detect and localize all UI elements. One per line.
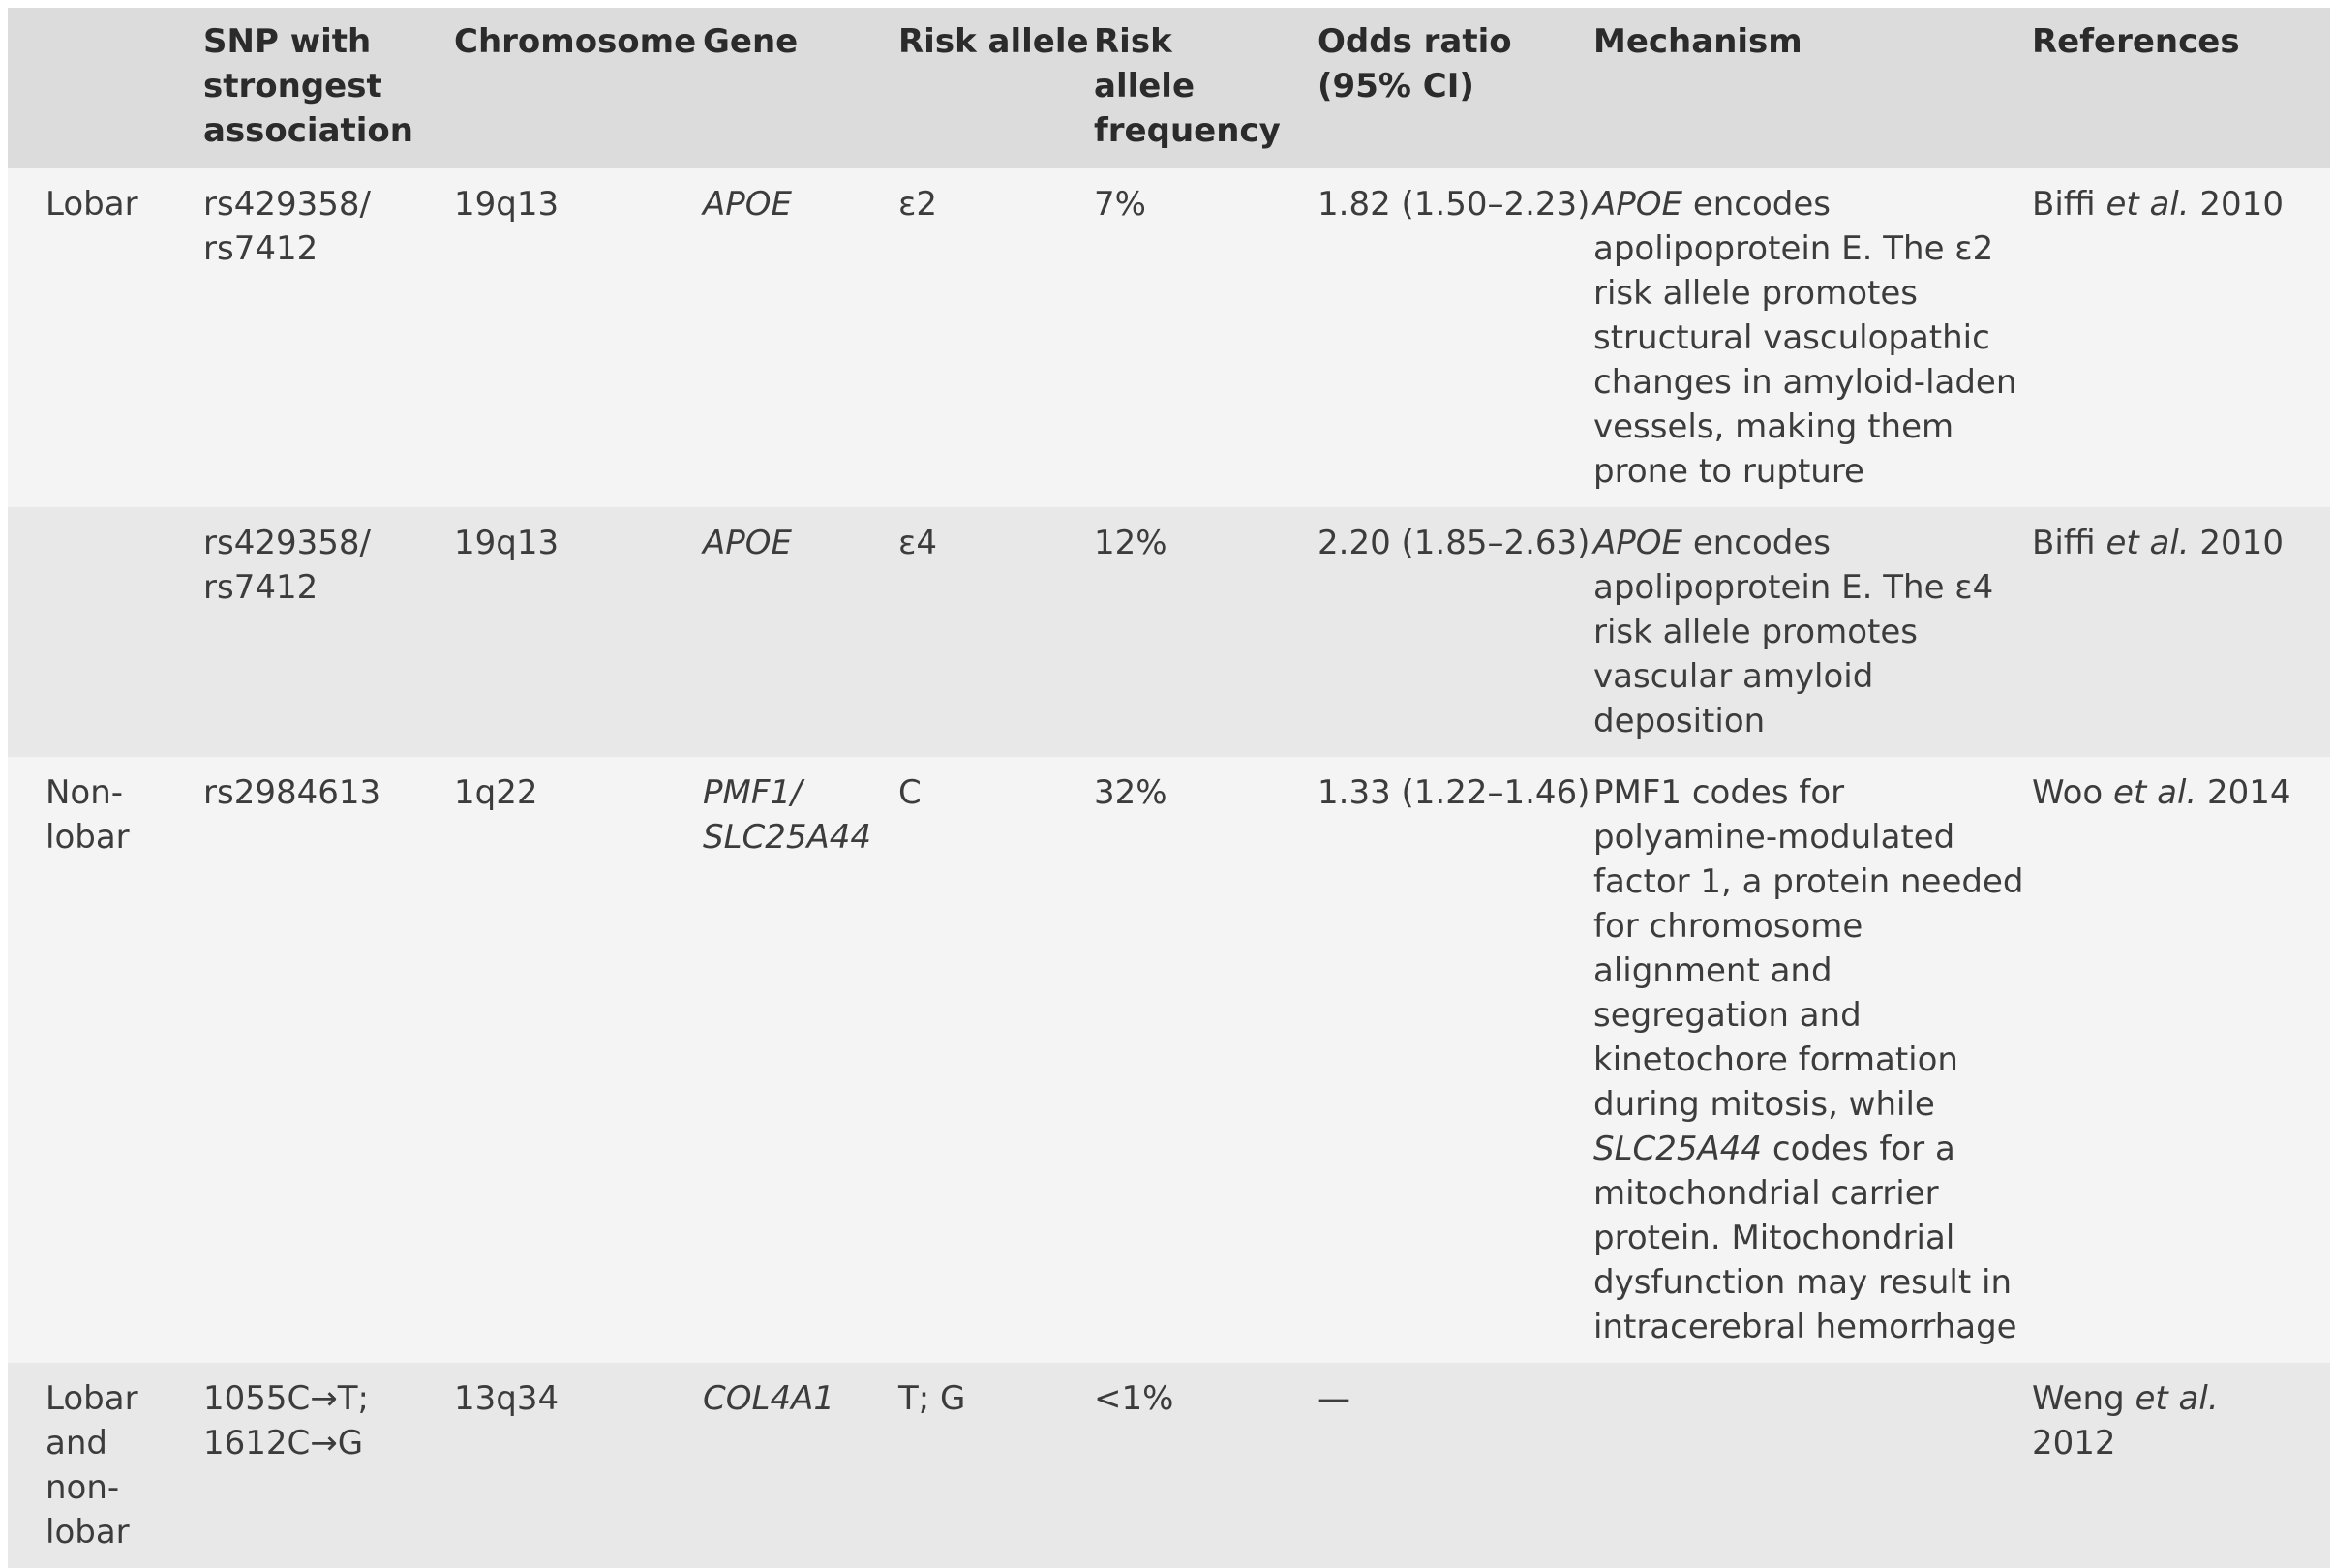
- cell-frequency: 12%: [1094, 507, 1317, 757]
- cell-reference: [2032, 168, 2330, 507]
- reference-etal: et al.: [2113, 773, 2197, 812]
- table-row: [8, 507, 2330, 757]
- cell-odds-ratio: 1.33 (1.22–1.46): [1317, 757, 1593, 1363]
- reference-year: 2010: [2189, 524, 2284, 562]
- reference-author: Weng: [2032, 1379, 2135, 1418]
- reference-year: 2010: [2189, 185, 2284, 224]
- cell-gene: APOE: [703, 168, 898, 507]
- cell-odds-ratio: —: [1317, 1363, 1593, 1568]
- cell-frequency: <1%: [1094, 1363, 1317, 1568]
- cell-reference: [2032, 757, 2330, 1363]
- cell-snp: 1055C→T; 1612C→G: [203, 1363, 454, 1568]
- header-row: [8, 8, 2330, 168]
- table-row: [8, 757, 2330, 1363]
- mechanism-text: codes for a mitochondrial carrier protein. Mitochondrial dysfunction may result in intracerebral hemorrhage: [1593, 1130, 2017, 1346]
- cell-gene: APOE: [703, 507, 898, 757]
- reference-etal: et al.: [2105, 185, 2190, 224]
- cell-snp: rs2984613: [203, 757, 454, 1363]
- genetics-table-container: [8, 8, 2330, 1568]
- cell-risk-allele: T; G: [898, 1363, 1094, 1568]
- cell-snp: rs429358/ rs7412: [203, 507, 454, 757]
- mechanism-gene: APOE: [1593, 185, 1683, 224]
- mechanism-text: encodes apolipoprotein E. The ε2 risk allele promotes structural vasculopathic changes in amyloid-laden vessels, making them prone to rupture: [1593, 185, 2017, 491]
- reference-year: 2012: [2032, 1424, 2116, 1462]
- cell-mechanism: [1593, 1363, 2032, 1568]
- reference-author: Biffi: [2032, 524, 2106, 562]
- cell-location: Lobar: [8, 168, 203, 507]
- cell-odds-ratio: 2.20 (1.85–2.63): [1317, 507, 1593, 757]
- cell-location: Non-lobar: [8, 757, 203, 1363]
- reference-etal: et al.: [2105, 524, 2190, 562]
- cell-chromosome: 1q22: [454, 757, 703, 1363]
- header-odds-ratio: Odds ratio (95% CI): [1317, 8, 1593, 168]
- mechanism-gene: SLC25A44: [1593, 1130, 1763, 1168]
- cell-reference: [2032, 507, 2330, 757]
- cell-frequency: 7%: [1094, 168, 1317, 507]
- cell-mechanism: [1593, 507, 2032, 757]
- cell-location: Lobar and non-lobar: [8, 1363, 203, 1568]
- header-mechanism: Mechanism: [1593, 8, 2032, 168]
- header-gene: Gene: [703, 8, 898, 168]
- table-row: [8, 1363, 2330, 1568]
- header-references: References: [2032, 8, 2330, 168]
- cell-chromosome: 19q13: [454, 168, 703, 507]
- cell-gene: PMF1/ SLC25A44: [703, 757, 898, 1363]
- cell-snp: rs429358/ rs7412: [203, 168, 454, 507]
- cell-location: [8, 507, 203, 757]
- header-risk-allele: Risk allele: [898, 8, 1094, 168]
- header-risk-allele-frequency: Risk allele frequency: [1094, 8, 1317, 168]
- mechanism-gene: APOE: [1593, 524, 1683, 562]
- risk-variants-table: [8, 8, 2330, 1568]
- mechanism-text: encodes apolipoprotein E. The ε4 risk allele promotes vascular amyloid deposition: [1593, 524, 1994, 740]
- reference-year: 2014: [2196, 773, 2291, 812]
- cell-risk-allele: C: [898, 757, 1094, 1363]
- cell-risk-allele: ε2: [898, 168, 1094, 507]
- cell-chromosome: 19q13: [454, 507, 703, 757]
- reference-etal: et al.: [2135, 1379, 2219, 1418]
- cell-mechanism: [1593, 757, 2032, 1363]
- reference-author: Woo: [2032, 773, 2114, 812]
- cell-odds-ratio: 1.82 (1.50–2.23): [1317, 168, 1593, 507]
- cell-gene: COL4A1: [703, 1363, 898, 1568]
- header-snp: SNP with strongest association: [203, 8, 454, 168]
- cell-risk-allele: ε4: [898, 507, 1094, 757]
- cell-chromosome: 13q34: [454, 1363, 703, 1568]
- reference-author: Biffi: [2032, 185, 2106, 224]
- table-row: [8, 168, 2330, 507]
- header-chromosome: Chromosome: [454, 8, 703, 168]
- cell-mechanism: [1593, 168, 2032, 507]
- cell-reference: [2032, 1363, 2330, 1568]
- mechanism-text-intro: PMF1 codes for polyamine-modulated factor 1, a protein needed for chromosome alignment and segregation and kinetochore formation during mitosis, while: [1593, 773, 2024, 1124]
- header-location: [8, 8, 203, 168]
- cell-frequency: 32%: [1094, 757, 1317, 1363]
